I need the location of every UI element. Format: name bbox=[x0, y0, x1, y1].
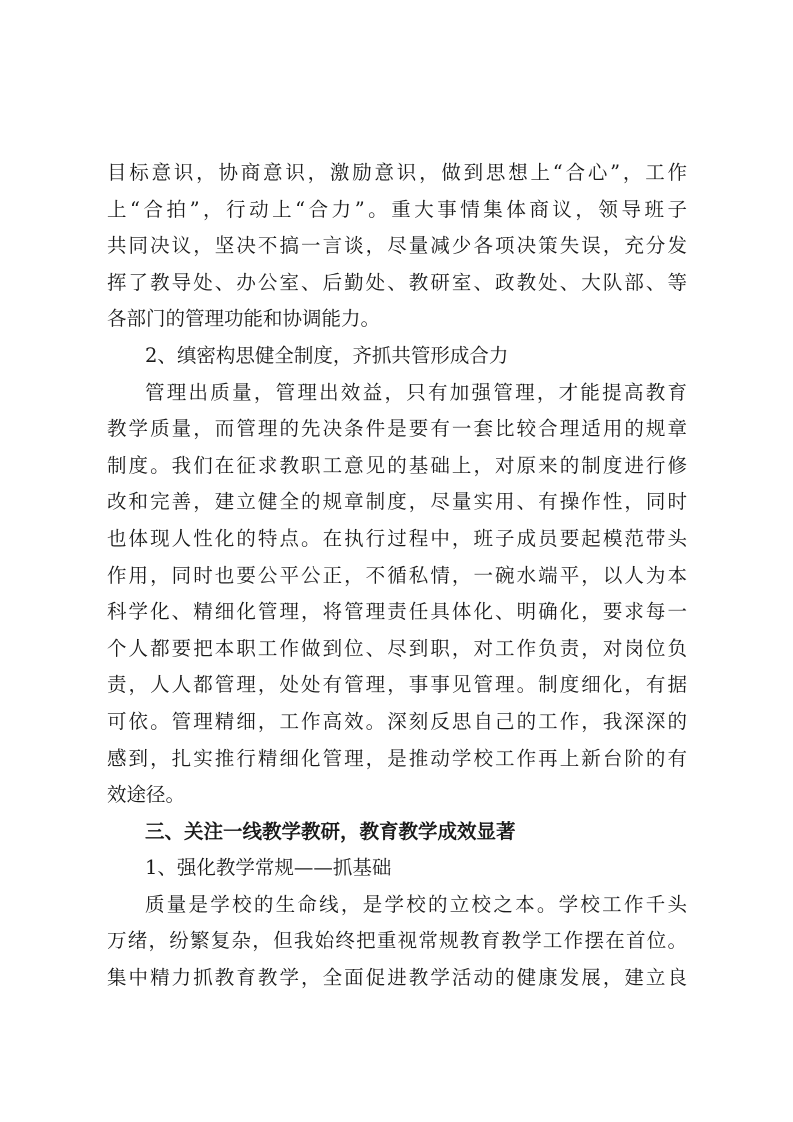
section-heading: 三、关注一线教学教研，教育教学成效显著 bbox=[145, 819, 516, 843]
body-line: 制度。我们在征求教职工意见的基础上，对原来的制度进行修 bbox=[107, 453, 687, 477]
body-line: 效途径。 bbox=[107, 783, 186, 807]
body-line: 各部门的管理功能和协调能力。 bbox=[107, 307, 381, 331]
document-body bbox=[107, 155, 687, 997]
body-line: 管理出质量，管理出效益，只有加强管理，才能提高教育 bbox=[145, 380, 687, 404]
body-line: 教学质量，而管理的先决条件是要有一套比较合理适用的规章 bbox=[107, 417, 687, 441]
body-line: 挥了教导处、办公室、后勤处、教研室、政教处、大队部、等 bbox=[107, 270, 687, 294]
body-line: 感到，扎实推行精细化管理，是推动学校工作再上新台阶的有 bbox=[107, 746, 687, 770]
body-line: 责，人人都管理，处处有管理，事事见管理。制度细化，有据 bbox=[107, 673, 687, 697]
body-line: 可依。管理精细，工作高效。深刻反思自己的工作，我深深的 bbox=[107, 709, 687, 733]
body-line: 目标意识，协商意识，激励意识，做到思想上“合心”，工作 bbox=[107, 161, 687, 184]
body-line: 个人都要把本职工作做到位、尽到职，对工作负责，对岗位负 bbox=[107, 636, 687, 660]
body-line: 作用，同时也要公平公正，不循私情，一碗水端平，以人为本 bbox=[107, 563, 687, 587]
body-line: 万绪，纷繁复杂，但我始终把重视常规教育教学工作摆在首位。 bbox=[107, 929, 687, 953]
sub-heading: 2、缜密构思健全制度，齐抓共管形成合力 bbox=[145, 343, 509, 367]
body-line: 科学化、精细化管理，将管理责任具体化、明确化，要求每一 bbox=[107, 600, 687, 624]
body-line: 共同决议，坚决不搞一言谈，尽量减少各项决策失误，充分发 bbox=[107, 234, 687, 258]
body-line: 集中精力抓教育教学，全面促进教学活动的健康发展，建立良 bbox=[107, 966, 687, 990]
body-line: 也体现人性化的特点。在执行过程中，班子成员要起模范带头 bbox=[107, 526, 687, 550]
body-line: 改和完善，建立健全的规章制度，尽量实用、有操作性，同时 bbox=[107, 490, 687, 514]
sub-heading: 1、强化教学常规——抓基础 bbox=[145, 856, 392, 880]
body-line: 上“合拍”，行动上“合力”。重大事情集体商议，领导班子 bbox=[107, 197, 687, 221]
body-line: 质量是学校的生命线，是学校的立校之本。学校工作千头 bbox=[145, 892, 687, 916]
